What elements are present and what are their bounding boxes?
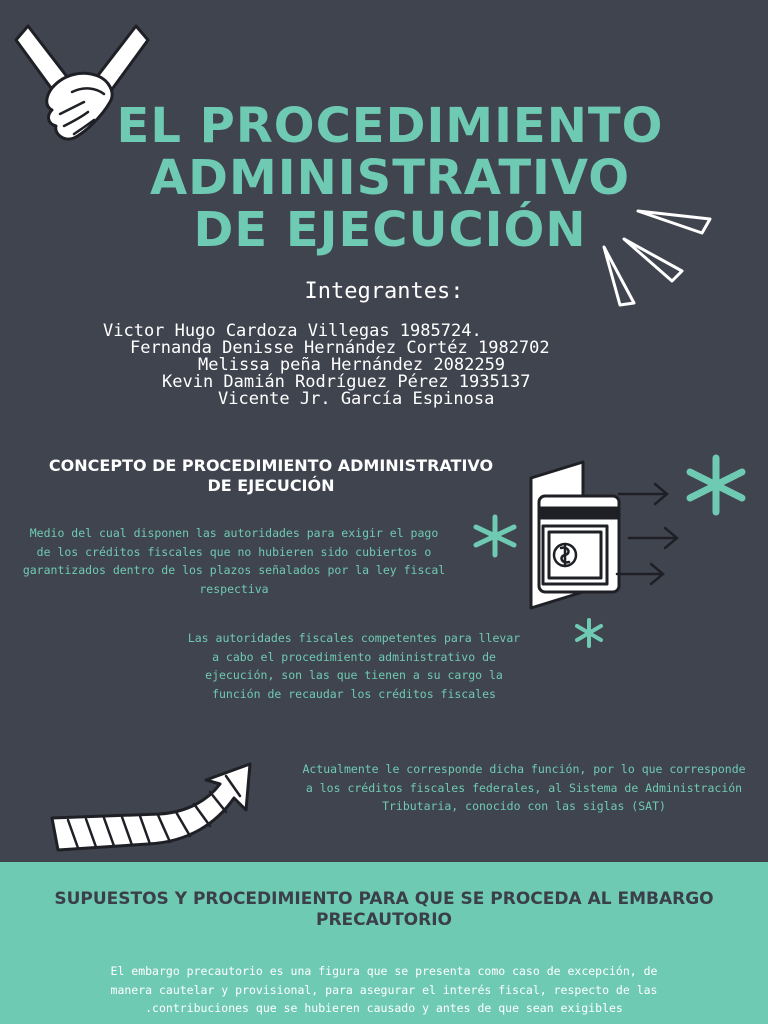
member-5: Vicente Jr. García Espinosa [218,389,495,409]
member-1: Victor Hugo Cardoza Villegas 1985724. [103,321,482,341]
sparkle-icon [574,618,604,648]
title-line-3: DE EJECUCIÓN [193,202,587,258]
concept-heading: CONCEPTO DE PROCEDIMIENTO ADMINISTRATIVO DE EJECUCIÓN [48,456,494,495]
title-line-1: EL PROCEDIMIENTO [116,98,664,154]
member-2: Fernanda Denisse Hernández Cortéz 1982702 [130,338,550,358]
supuestos-heading: SUPUESTOS Y PROCEDIMIENTO PARA QUE SE PROCEDA AL EMBARGO PRECAUTORIO [54,889,714,930]
authorities-text: Las autoridades fiscales competentes para llevar a cabo el procedimiento administrativo de ejecución, son las que tienen a su cargo la función de recaudar los créditos fiscales [187,631,521,701]
members-label: Integrantes: [304,279,464,304]
current-text: Actualmente le corresponde dicha función, por lo que corresponde a los créditos fiscales federales, al Sistema de Administración Tributaria, conocido con las siglas (SAT) [302,762,746,813]
supuestos-text: El embargo precautorio es una figura que se presenta como caso de excepción, de manera cautelar y provisional, para asegurar el interés fiscal, respecto de las .contribuciones que se hubieren causado y antes de que sean exigibles [110,964,658,1015]
sparkle-icon [684,454,748,516]
wallet-cash-icon [525,460,685,615]
sparkle-icon [472,514,518,558]
page-title [110,100,670,256]
member-4: Kevin Damián Rodríguez Pérez 1935137 [162,372,531,392]
curved-arrow-icon [48,760,258,856]
member-3: Melissa peña Hernández 2082259 [198,355,506,375]
title-line-2: ADMINISTRATIVO [149,150,631,206]
concept-text: Medio del cual disponen las autoridades para exigir el pago de los créditos fiscales que no hubieren sido cubiertos o garantizados dentro de los plazos señalados por la ley fiscal respectiva [22,526,446,596]
